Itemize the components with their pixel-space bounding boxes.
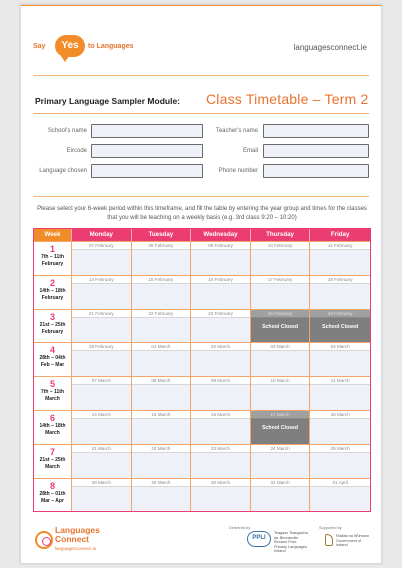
language-chosen-field[interactable] [91, 164, 203, 178]
day-cell[interactable] [132, 343, 192, 376]
languages-connect-logo-icon [35, 531, 53, 549]
day-cell[interactable] [251, 479, 311, 512]
day-cell[interactable] [72, 377, 132, 410]
week-num: 2 [49, 277, 55, 288]
week-cell [34, 411, 72, 444]
day-date: 24 February [251, 310, 310, 318]
day-cell[interactable] [251, 242, 311, 275]
day-cell[interactable] [310, 343, 370, 376]
website-link[interactable]: languagesconnect.ie [293, 43, 367, 52]
phone-field[interactable] [263, 164, 369, 178]
eircode-field[interactable] [91, 144, 203, 158]
day-cell[interactable] [310, 242, 370, 275]
week-num: 5 [49, 379, 55, 390]
document-page [20, 4, 382, 564]
divider [33, 113, 369, 114]
divider [33, 75, 369, 76]
day-date: 08 February [132, 242, 191, 250]
week-num: 6 [49, 412, 55, 423]
header-day: Thursday [251, 229, 311, 241]
week-row [34, 342, 370, 376]
week-range: 28th – 01th [39, 490, 66, 497]
day-date: 03 March [251, 343, 310, 351]
instructions-text: Please select your 6-week period within this timeframe, and fill the table by entering the year group and times for the classes that you will be teaching on a weekly basis (e.g. 3rd class 9:20 – 10:20) [37, 206, 367, 221]
day-date: 17 February [251, 276, 310, 284]
week-month: March [45, 463, 60, 470]
week-row [34, 478, 370, 512]
day-date: 11 March [310, 377, 370, 385]
page-title: Class Timetable – Term 2 [206, 91, 369, 107]
day-date: 31 March [251, 479, 310, 487]
day-date: 16 February [191, 276, 250, 284]
timetable [33, 228, 371, 512]
day-date: 23 March [191, 445, 250, 453]
day-cell[interactable] [132, 310, 192, 343]
day-date: 16 March [191, 411, 250, 419]
module-title: Primary Language Sampler Module: [35, 96, 181, 106]
day-cell[interactable] [132, 377, 192, 410]
week-num: 4 [49, 345, 55, 356]
week-cell [34, 445, 72, 478]
week-month: February [41, 294, 64, 301]
timetable-header-row [34, 229, 370, 241]
email-label: Email [242, 148, 258, 154]
day-date: 29 March [132, 479, 191, 487]
day-cell[interactable] [310, 377, 370, 410]
top-rule [21, 5, 381, 6]
day-cell[interactable] [132, 479, 192, 512]
day-cell[interactable] [191, 276, 251, 309]
day-date: 30 March [191, 479, 250, 487]
day-cell[interactable] [132, 445, 192, 478]
day-cell[interactable] [191, 479, 251, 512]
day-date: 08 March [132, 377, 191, 385]
week-range: 14th – 18th [39, 287, 66, 294]
day-date: 28 February [72, 343, 131, 351]
header-day: Monday [72, 229, 132, 241]
day-cell[interactable] [72, 479, 132, 512]
week-num: 3 [49, 311, 55, 322]
day-cell[interactable] [72, 411, 132, 444]
week-range: 21st – 25th [39, 321, 66, 328]
day-cell[interactable] [72, 343, 132, 376]
week-cell [34, 479, 72, 512]
week-cell [34, 377, 72, 410]
day-cell[interactable] [191, 411, 251, 444]
week-cell [34, 310, 72, 343]
day-date: 09 February [191, 242, 250, 250]
day-date: 10 February [251, 242, 310, 250]
day-cell[interactable] [251, 377, 311, 410]
harp-emblem-icon [325, 534, 333, 546]
day-date: 09 March [191, 377, 250, 385]
day-date: 23 February [191, 310, 250, 318]
week-row [34, 444, 370, 478]
day-cell[interactable] [191, 445, 251, 478]
header-day: Tuesday [132, 229, 192, 241]
week-range: 14th – 18th [39, 422, 66, 429]
week-cell [34, 343, 72, 376]
day-date: 22 March [132, 445, 191, 453]
language-chosen-label: Language chosen [39, 168, 87, 174]
day-cell[interactable] [251, 276, 311, 309]
week-row [34, 275, 370, 309]
day-cell[interactable] [132, 411, 192, 444]
week-month: March [45, 396, 60, 403]
day-date: 15 February [132, 276, 191, 284]
week-month: February [41, 328, 64, 335]
day-date: 14 February [72, 276, 131, 284]
week-month: Feb – Mar [40, 362, 65, 369]
week-row [34, 376, 370, 410]
header-day: Friday [310, 229, 370, 241]
day-date: 22 February [132, 310, 191, 318]
school-name-field[interactable] [91, 124, 203, 138]
logo-line2: Connect [55, 534, 89, 544]
day-date: 17 March [251, 411, 310, 419]
week-num: 7 [49, 446, 55, 457]
day-cell[interactable] [191, 310, 251, 343]
week-cell [34, 242, 72, 275]
day-cell[interactable] [72, 445, 132, 478]
closed-day-cell [251, 310, 311, 343]
day-date: 21 March [72, 445, 131, 453]
day-date: 28 March [72, 479, 131, 487]
day-cell[interactable] [72, 276, 132, 309]
day-cell[interactable] [191, 242, 251, 275]
week-row [34, 309, 370, 343]
closed-day-cell [251, 411, 311, 444]
week-month: March [45, 429, 60, 436]
teacher-name-field[interactable] [263, 124, 369, 138]
day-cell[interactable] [251, 343, 311, 376]
week-row [34, 241, 370, 275]
header-week: Week [34, 229, 72, 241]
say-text: Say [33, 43, 46, 50]
school-closed-label: School Closed [262, 424, 299, 431]
week-range: 21st – 25th [39, 456, 66, 463]
eircode-label: Eircode [66, 148, 87, 154]
week-month: Mar – Apr [41, 497, 64, 504]
day-cell[interactable] [191, 377, 251, 410]
day-date: 18 February [310, 276, 370, 284]
week-range: 7th – 11th [40, 254, 65, 260]
day-date: 18 March [310, 411, 370, 419]
government-text: Rialtas na hÉireann Government of Ireland [336, 534, 370, 548]
day-cell[interactable] [132, 242, 192, 275]
day-date: 21 February [72, 310, 131, 318]
divider [33, 196, 369, 197]
day-date: 10 March [251, 377, 310, 385]
week-row [34, 410, 370, 444]
footer-logo-text [55, 526, 100, 544]
day-date: 07 February [72, 242, 131, 250]
school-closed-label: School Closed [262, 323, 299, 330]
day-date: 07 March [72, 377, 131, 385]
day-date: 01 April [310, 479, 370, 487]
footer-site: languagesconnect.ie [55, 546, 97, 551]
to-languages-text: to Languages [88, 43, 134, 50]
week-cell [34, 276, 72, 309]
week-range: 7th – 11th [40, 389, 65, 396]
day-date: 24 March [251, 445, 310, 453]
closed-day-cell [310, 310, 370, 343]
yes-speech-bubble-logo: Yes [55, 35, 85, 57]
day-date: 01 March [132, 343, 191, 351]
day-date: 14 March [72, 411, 131, 419]
day-cell[interactable] [310, 411, 370, 444]
day-cell[interactable] [72, 310, 132, 343]
day-date: 04 March [310, 343, 370, 351]
day-cell[interactable] [251, 445, 311, 478]
day-cell[interactable] [310, 445, 370, 478]
day-date: 15 March [132, 411, 191, 419]
header-day: Wednesday [191, 229, 251, 241]
logo-line1: Languages [55, 525, 100, 535]
week-range: 28th – 04th [39, 355, 66, 362]
day-date: 25 February [310, 310, 370, 318]
day-cell[interactable] [191, 343, 251, 376]
school-name-label: School's name [47, 128, 87, 134]
day-date: 11 February [310, 242, 370, 250]
day-cell[interactable] [72, 242, 132, 275]
supported-by-label: Supported by [319, 526, 342, 530]
school-closed-label: School Closed [322, 323, 359, 330]
teacher-name-label: Teacher's name [215, 128, 258, 134]
day-cell[interactable] [132, 276, 192, 309]
week-num: 1 [49, 244, 55, 254]
phone-label: Phone number [218, 168, 258, 174]
ppli-text: Teagasc Teangacha Iar-Bhunscoile Éireann Post-Primary Languages Ireland [274, 531, 308, 554]
week-num: 8 [49, 480, 55, 491]
ppli-logo: PPLI [247, 531, 271, 547]
day-date: 25 March [310, 445, 370, 453]
day-date: 02 March [191, 343, 250, 351]
day-cell[interactable] [310, 276, 370, 309]
week-month: February [41, 261, 64, 267]
email-field[interactable] [263, 144, 369, 158]
delivered-by-label: Delivered by [229, 526, 251, 530]
day-cell[interactable] [310, 479, 370, 512]
